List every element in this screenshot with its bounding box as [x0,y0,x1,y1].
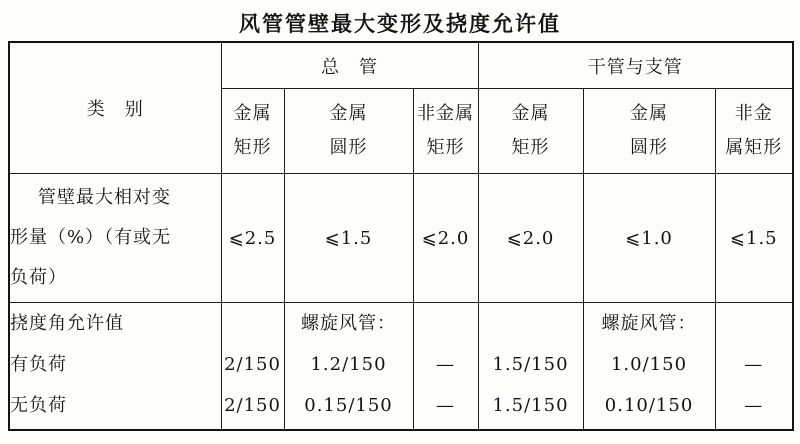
sub-header-line: 圆形 [329,137,368,158]
deflection-value-cell [583,303,715,431]
page-title: 风管管壁最大变形及挠度允许值 [239,12,561,36]
deformation-label-line: 形量（%）（有或无 [10,227,172,248]
sub-header-metal-rect-branch [478,89,583,174]
sub-header-line: 非金属 [417,103,474,124]
duct-deformation-table [8,41,794,431]
deflection-label-line: 有负荷 [10,354,67,375]
deformation-value: ⩽1.0 [583,174,715,303]
deformation-value: ⩽2.5 [221,174,284,303]
deflection-value-line [222,303,284,344]
deflection-value-line: 1.5/150 [492,354,569,375]
sub-header-metal-rect-main [221,89,284,174]
sub-header-line: 金属 [630,103,669,124]
sub-header-nonmetal-rect-main [413,89,478,174]
sub-header-metal-round-branch [583,89,715,174]
deflection-value-line: 螺旋风管： [601,313,697,334]
deflection-label-line: 无负荷 [10,395,67,416]
deflection-value-line: 1.2/150 [310,354,387,375]
deflection-value-line [414,303,478,344]
deflection-value-cell [413,303,478,431]
sub-header-nonmetal-rect-branch [715,89,793,174]
deflection-value-line: — [436,395,455,416]
deflection-value-line: — [744,354,764,375]
sub-header-line: 非金 [734,103,773,124]
sub-header-line: 矩形 [233,137,272,158]
deformation-value: ⩽2.0 [413,174,478,303]
sub-header-metal-round-main [284,89,413,174]
sub-header-line: 矩形 [426,137,465,158]
deflection-value-line: 1.0/150 [610,354,688,375]
deflection-value-cell [715,303,793,431]
deformation-label-cell [9,174,221,303]
deflection-label-cell [9,303,221,431]
deflection-value-line: 2/150 [224,395,281,416]
sub-header-line: 金属 [329,103,368,124]
table-row-deformation [9,174,793,303]
table-row-group-header [9,42,793,89]
group-header-main-duct: 总 管 [221,42,478,89]
deflection-value-line: 螺旋风管： [301,313,396,334]
deflection-value-cell [221,303,284,431]
deflection-value-line [479,303,583,344]
sub-header-line: 圆形 [630,137,669,158]
deflection-value-line: 0.10/150 [604,395,694,416]
deflection-value-cell [284,303,413,431]
deflection-value-line: 0.15/150 [304,395,393,416]
sub-header-line: 金属 [511,103,550,124]
deflection-value-line: 1.5/150 [492,395,569,416]
deformation-label-line: 负荷） [10,267,67,288]
deformation-value: ⩽1.5 [715,174,793,303]
deformation-value: ⩽1.5 [284,174,413,303]
table-row-deflection [9,303,793,431]
sub-header-line: 属矩形 [725,137,783,158]
group-header-branch-duct: 干管与支管 [478,42,793,89]
deformation-label-line: 管壁最大相对变 [38,187,171,208]
category-header-cell: 类 别 [9,42,221,174]
deflection-value-cell [478,303,583,431]
sub-header-line: 金属 [233,103,272,124]
deformation-value: ⩽2.0 [478,174,583,303]
deflection-value-line [716,303,793,344]
deflection-label-line: 挠度角允许值 [10,313,124,334]
sub-header-line: 矩形 [511,137,550,158]
deflection-value-line: — [744,395,764,416]
deflection-value-line: 2/150 [224,354,281,375]
deflection-value-line: — [436,354,455,375]
